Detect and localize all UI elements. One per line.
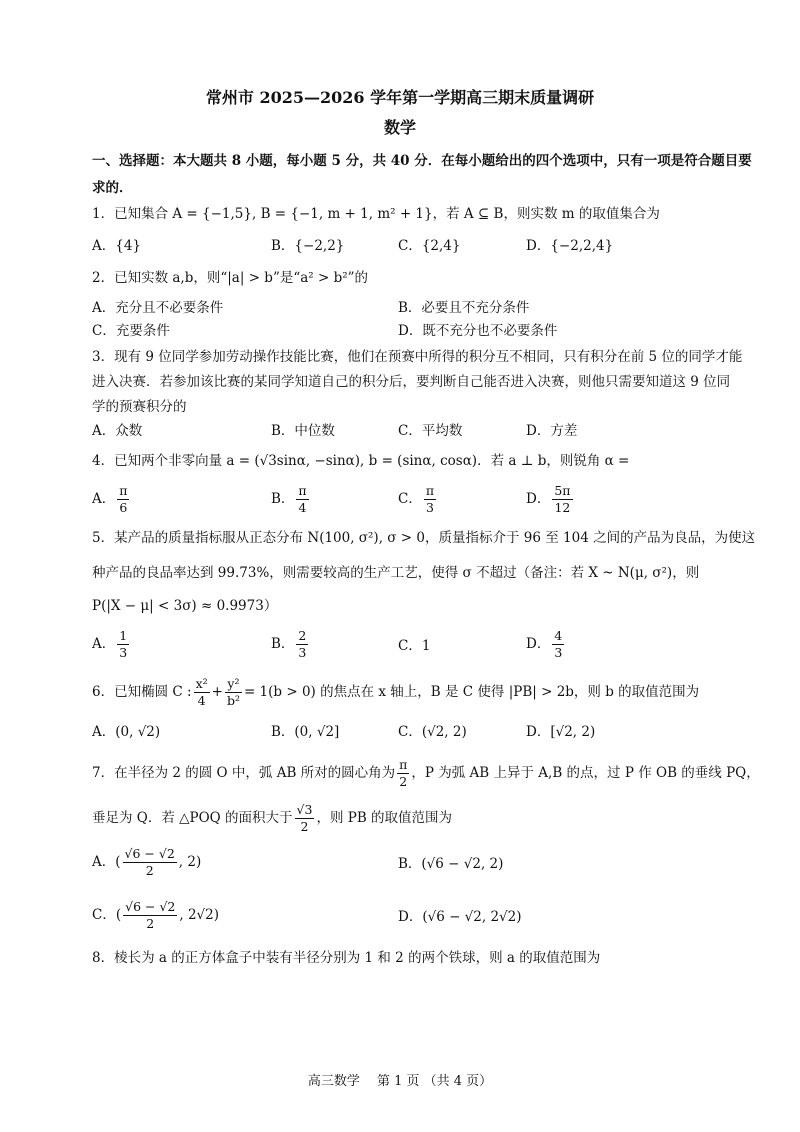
option-label: C． bbox=[398, 491, 422, 507]
question-7-option-c bbox=[92, 899, 219, 932]
numerator: π bbox=[425, 483, 435, 498]
question-4-option-b bbox=[271, 483, 311, 516]
question-5-option-b bbox=[271, 628, 310, 661]
stem-prefix: 7．在半径为 2 的圆 O 中，弧 AB 所对的圆心角为 bbox=[92, 765, 396, 781]
question-3-option-a: A．众数 bbox=[92, 423, 143, 439]
denominator: 3 bbox=[425, 500, 434, 515]
option-suffix: , 2√2) bbox=[179, 907, 220, 923]
denominator: 6 bbox=[119, 500, 128, 515]
question-7-line1 bbox=[92, 757, 760, 790]
numerator: y² bbox=[225, 676, 242, 693]
question-7-line2 bbox=[92, 802, 452, 835]
fraction-x bbox=[194, 676, 210, 709]
denominator: 3 bbox=[554, 645, 563, 660]
page-footer: 高三数学 第 1 页 （共 4 页） bbox=[307, 1074, 493, 1089]
question-5-line1: 5．某产品的质量指标服从正态分布 N(100, σ²), σ > 0，质量指标介于 96 至 104 之间的产品为良品，为使这 bbox=[92, 530, 756, 546]
fraction bbox=[296, 628, 308, 661]
option-label: D． bbox=[526, 636, 551, 652]
question-4-option-d bbox=[526, 483, 575, 516]
fraction bbox=[296, 483, 308, 516]
denominator: 3 bbox=[119, 645, 128, 660]
question-3-option-d: D．方差 bbox=[526, 423, 578, 439]
fraction bbox=[295, 802, 315, 835]
question-6-stem bbox=[92, 676, 699, 709]
stem-prefix: 6．已知椭圆 C : bbox=[92, 684, 192, 700]
question-1-option-a: A．{4} bbox=[92, 238, 142, 254]
stem-prefix: 垂足为 Q．若 △POQ 的面积大于 bbox=[92, 810, 293, 826]
question-3-line3: 学的预赛积分的 bbox=[92, 399, 187, 415]
question-2-stem: 2．已知实数 a,b，则“|a| > b”是“a² > b²”的 bbox=[92, 270, 369, 286]
question-6-option-c: C．(√2, 2) bbox=[398, 724, 467, 740]
denominator: 3 bbox=[298, 645, 307, 660]
plus-sign: + bbox=[211, 684, 223, 700]
question-2-option-c: C．充要条件 bbox=[92, 323, 170, 339]
question-3-option-b: B．中位数 bbox=[271, 423, 335, 439]
question-2-option-b: B．必要且不充分条件 bbox=[398, 300, 530, 316]
numerator: √3 bbox=[296, 802, 313, 817]
numerator: 4 bbox=[554, 628, 563, 643]
question-5-option-c: C．1 bbox=[398, 638, 431, 654]
denominator: 2 bbox=[145, 863, 154, 878]
question-5-option-a bbox=[92, 628, 131, 661]
section-heading-line1: 一、选择题：本大题共 8 小题，每小题 5 分，共 40 分．在每小题给出的四个选项中，只有一项是符合题目要 bbox=[92, 153, 752, 169]
numerator: π bbox=[119, 483, 128, 498]
option-suffix: , 2) bbox=[178, 854, 202, 870]
question-3-line1: 3．现有 9 位同学参加劳动操作技能比赛，他们在预赛中所得的积分互不相同，只有积分在前 5 位的同学才能 bbox=[92, 349, 743, 365]
option-label: C．( bbox=[92, 907, 122, 923]
question-1-stem: 1．已知集合 A = {−1,5}, B = {−1, m + 1, m² + 1}，若 A ⊆ B，则实数 m 的取值集合为 bbox=[92, 206, 660, 222]
numerator: √6 − √2 bbox=[124, 846, 175, 861]
denominator: 4 bbox=[197, 693, 206, 708]
section-heading-line2: 求的． bbox=[92, 180, 133, 196]
question-5-line2: 种产品的良品率达到 99.73%，则需要较高的生产工艺，使得 σ 不超过（备注：若 X ~ N(μ, σ²)，则 bbox=[92, 565, 700, 581]
question-3-option-c: C．平均数 bbox=[398, 423, 463, 439]
question-4-stem: 4．已知两个非零向量 a = (√3sinα, −sinα), b = (sinα, cosα)．若 a ⊥ b，则锐角 α = bbox=[92, 453, 630, 469]
fraction bbox=[424, 483, 436, 516]
numerator: π bbox=[298, 483, 307, 498]
question-1-option-c: C．{2,4} bbox=[398, 238, 461, 254]
fraction bbox=[397, 757, 409, 790]
fraction bbox=[123, 899, 177, 932]
denominator: 2 bbox=[146, 916, 155, 931]
question-6-option-d: D．[√2, 2) bbox=[526, 724, 596, 740]
option-label: A． bbox=[92, 491, 116, 507]
question-7-option-a bbox=[92, 846, 201, 879]
fraction bbox=[123, 846, 177, 879]
question-3-line2: 进入决赛．若参加该比赛的某同学知道自己的积分后，要判断自己能否进入决赛，则他只需要知道这 9 位同 bbox=[92, 374, 731, 390]
option-label: A．( bbox=[92, 854, 121, 870]
question-8-stem: 8．棱长为 a 的正方体盒子中装有半径分别为 1 和 2 的两个铁球，则 a 的取值范围为 bbox=[92, 950, 601, 966]
numerator: 5π bbox=[554, 483, 571, 498]
question-6-option-a: A．(0, √2) bbox=[92, 724, 161, 740]
option-label: A． bbox=[92, 636, 116, 652]
numerator: √6 − √2 bbox=[125, 899, 176, 914]
denominator: 2 bbox=[300, 819, 309, 834]
fraction-y bbox=[225, 676, 242, 709]
fraction bbox=[552, 628, 564, 661]
denominator: 2 bbox=[399, 774, 408, 789]
fraction bbox=[117, 483, 129, 516]
question-5-option-d bbox=[526, 628, 566, 661]
question-1-option-d: D．{−2,2,4} bbox=[526, 238, 614, 254]
option-label: D． bbox=[526, 491, 551, 507]
numerator: π bbox=[399, 757, 408, 772]
numerator: 2 bbox=[298, 628, 307, 643]
question-5-line3: P(|X − μ| < 3σ) ≈ 0.9973） bbox=[92, 598, 278, 614]
denominator: 4 bbox=[298, 500, 307, 515]
option-label: B． bbox=[271, 491, 295, 507]
numerator: 1 bbox=[119, 628, 128, 643]
question-1-option-b: B．{−2,2} bbox=[271, 238, 345, 254]
question-7-option-b: B．(√6 − √2, 2) bbox=[398, 856, 504, 872]
subject-title: 数学 bbox=[383, 118, 416, 137]
stem-suffix: = 1(b > 0) 的焦点在 x 轴上，B 是 C 使得 |PB| > 2b，则 b 的取值范围为 bbox=[243, 684, 700, 700]
question-2-option-d: D．既不充分也不必要条件 bbox=[398, 323, 558, 339]
numerator: x² bbox=[195, 676, 208, 691]
denominator: b² bbox=[226, 693, 240, 708]
question-4-option-a bbox=[92, 483, 131, 516]
stem-suffix: ，P 为弧 AB 上异于 A,B 的点，过 P 作 OB 的垂线 PQ， bbox=[411, 765, 760, 781]
question-7-option-d: D．(√6 − √2, 2√2) bbox=[398, 909, 522, 925]
fraction bbox=[117, 628, 129, 661]
question-6-option-b: B．(0, √2] bbox=[271, 724, 340, 740]
denominator: 12 bbox=[554, 500, 571, 515]
fraction bbox=[552, 483, 572, 516]
stem-suffix: ，则 PB 的取值范围为 bbox=[316, 810, 453, 826]
page-title: 常州市 2025—2026 学年第一学期高三期末质量调研 bbox=[205, 88, 595, 107]
question-2-option-a: A．充分且不必要条件 bbox=[92, 300, 224, 316]
option-label: B． bbox=[271, 636, 295, 652]
question-4-option-c bbox=[398, 483, 438, 516]
